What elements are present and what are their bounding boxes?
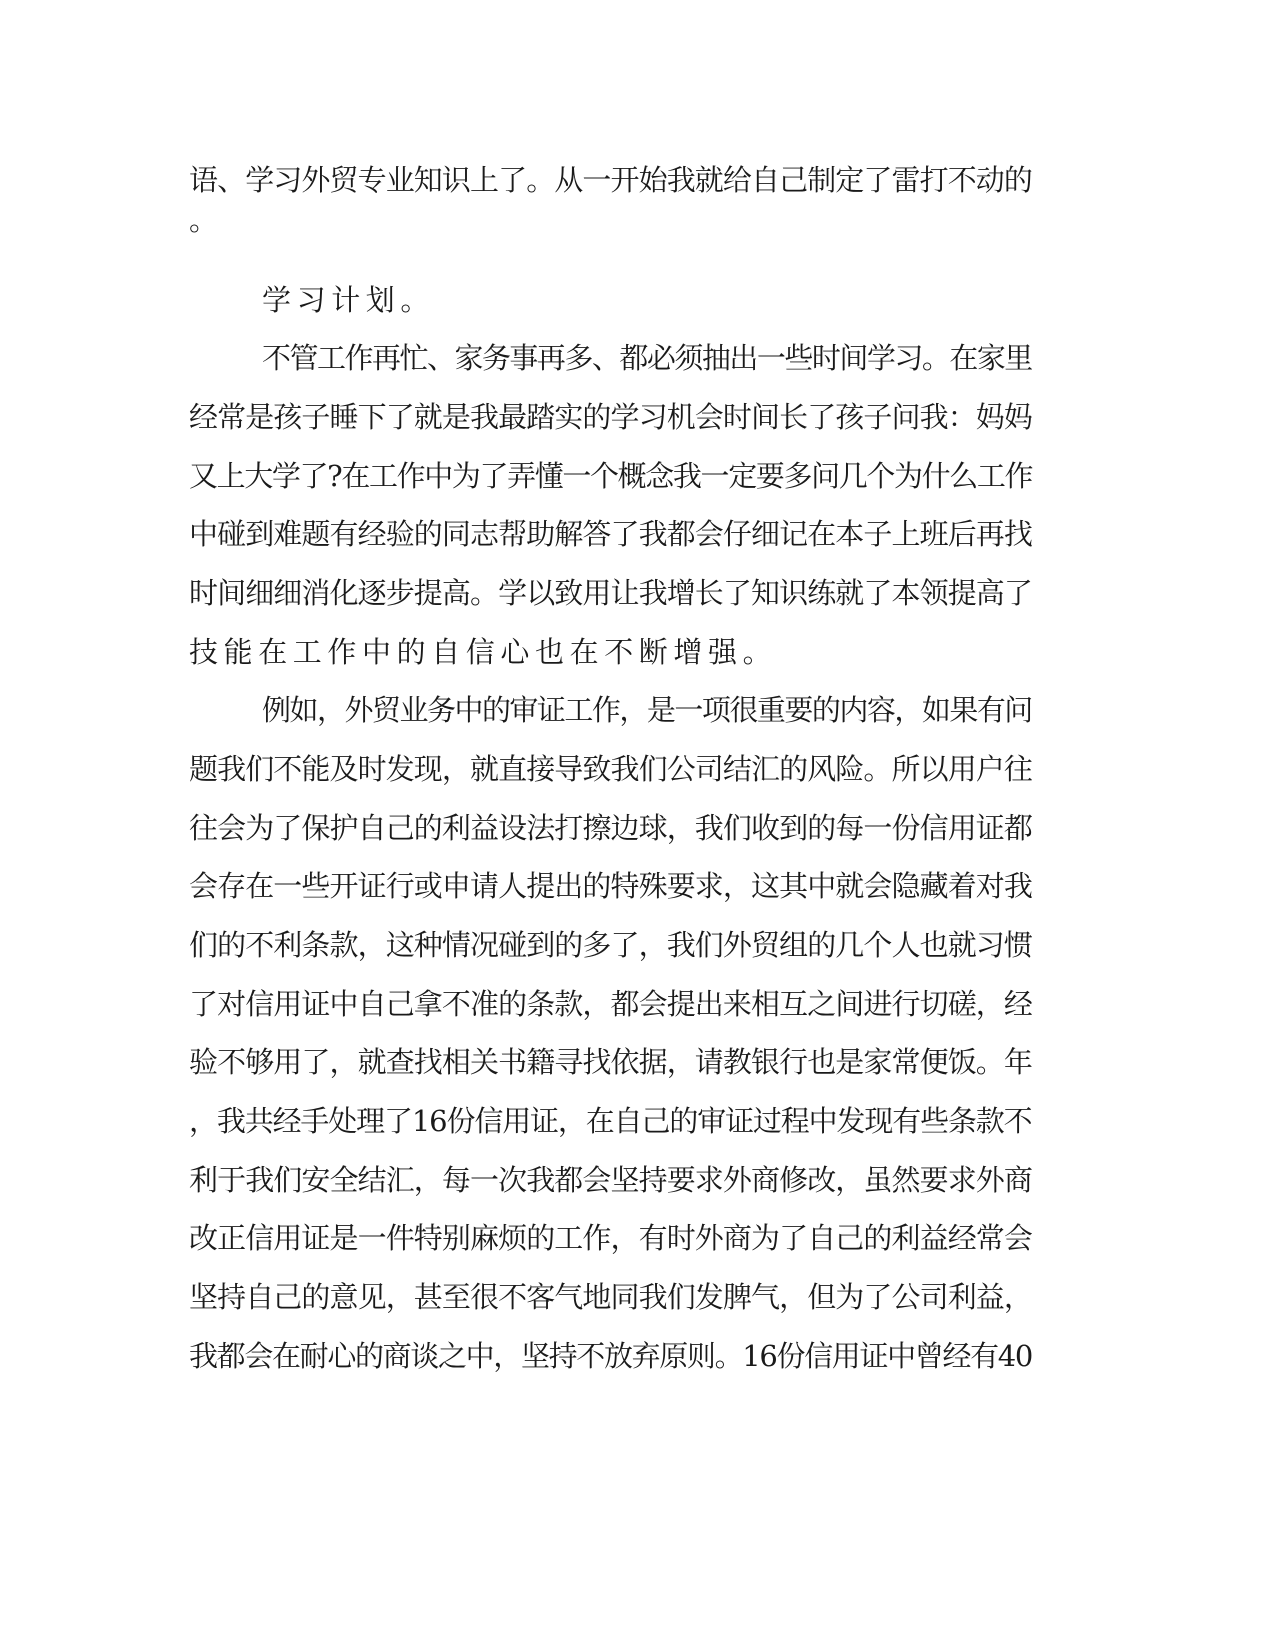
text-line: 技能在工作中的自信心也在不断增强。 [189,635,778,669]
text-line: 又上大学了?在工作中为了弄懂一个概念我一定要多问几个为什么工作 [189,459,1033,493]
text-line: 题我们不能及时发现，就直接导致我们公司结汇的风险。所以用户往 [189,752,1033,786]
text-line: ，我共经手处理了16份信用证，在自己的审证过程中发现有些条款不 [189,1104,1032,1138]
text-line: 验不够用了，就查找相关书籍寻找依据，请教银行也是家常便饭。年 [189,1045,1033,1079]
text-line: 学习计划。 [262,283,436,317]
text-line: 。 [189,203,224,237]
text-line: 例如，外贸业务中的审证工作，是一项很重要的内容，如果有问 [262,693,1032,727]
text-line: 经常是孩子睡下了就是我最踏实的学习机会时间长了孩子问我：妈妈 [189,400,1033,434]
text-line: 不管工作再忙、家务事再多、都必须抽出一些时间学习。在家里 [262,341,1032,375]
text-line: 会存在一些开证行或申请人提出的特殊要求，这其中就会隐藏着对我 [189,869,1033,903]
text-line: 坚持自己的意见，甚至很不客气地同我们发脾气，但为了公司利益， [189,1280,1033,1314]
text-line: 改正信用证是一件特别麻烦的工作，有时外商为了自己的利益经常会 [189,1221,1033,1255]
text-line: 时间细细消化逐步提高。学以致用让我增长了知识练就了本领提高了 [189,576,1033,610]
text-line: 语、学习外贸专业知识上了。从一开始我就给自己制定了雷打不动的 [189,163,1033,197]
text-line: 们的不利条款，这种情况碰到的多了，我们外贸组的几个人也就习惯 [189,928,1033,962]
text-line: 利于我们安全结汇，每一次我都会坚持要求外商修改，虽然要求外商 [189,1163,1033,1197]
text-line: 往会为了保护自己的利益设法打擦边球，我们收到的每一份信用证都 [189,811,1033,845]
text-line: 了对信用证中自己拿不准的条款，都会提出来相互之间进行切磋，经 [189,987,1033,1021]
text-line: 我都会在耐心的商谈之中，坚持不放弃原则。16份信用证中曾经有40 [189,1339,1033,1373]
text-line: 中碰到难题有经验的同志帮助解答了我都会仔细记在本子上班后再找 [189,517,1033,551]
